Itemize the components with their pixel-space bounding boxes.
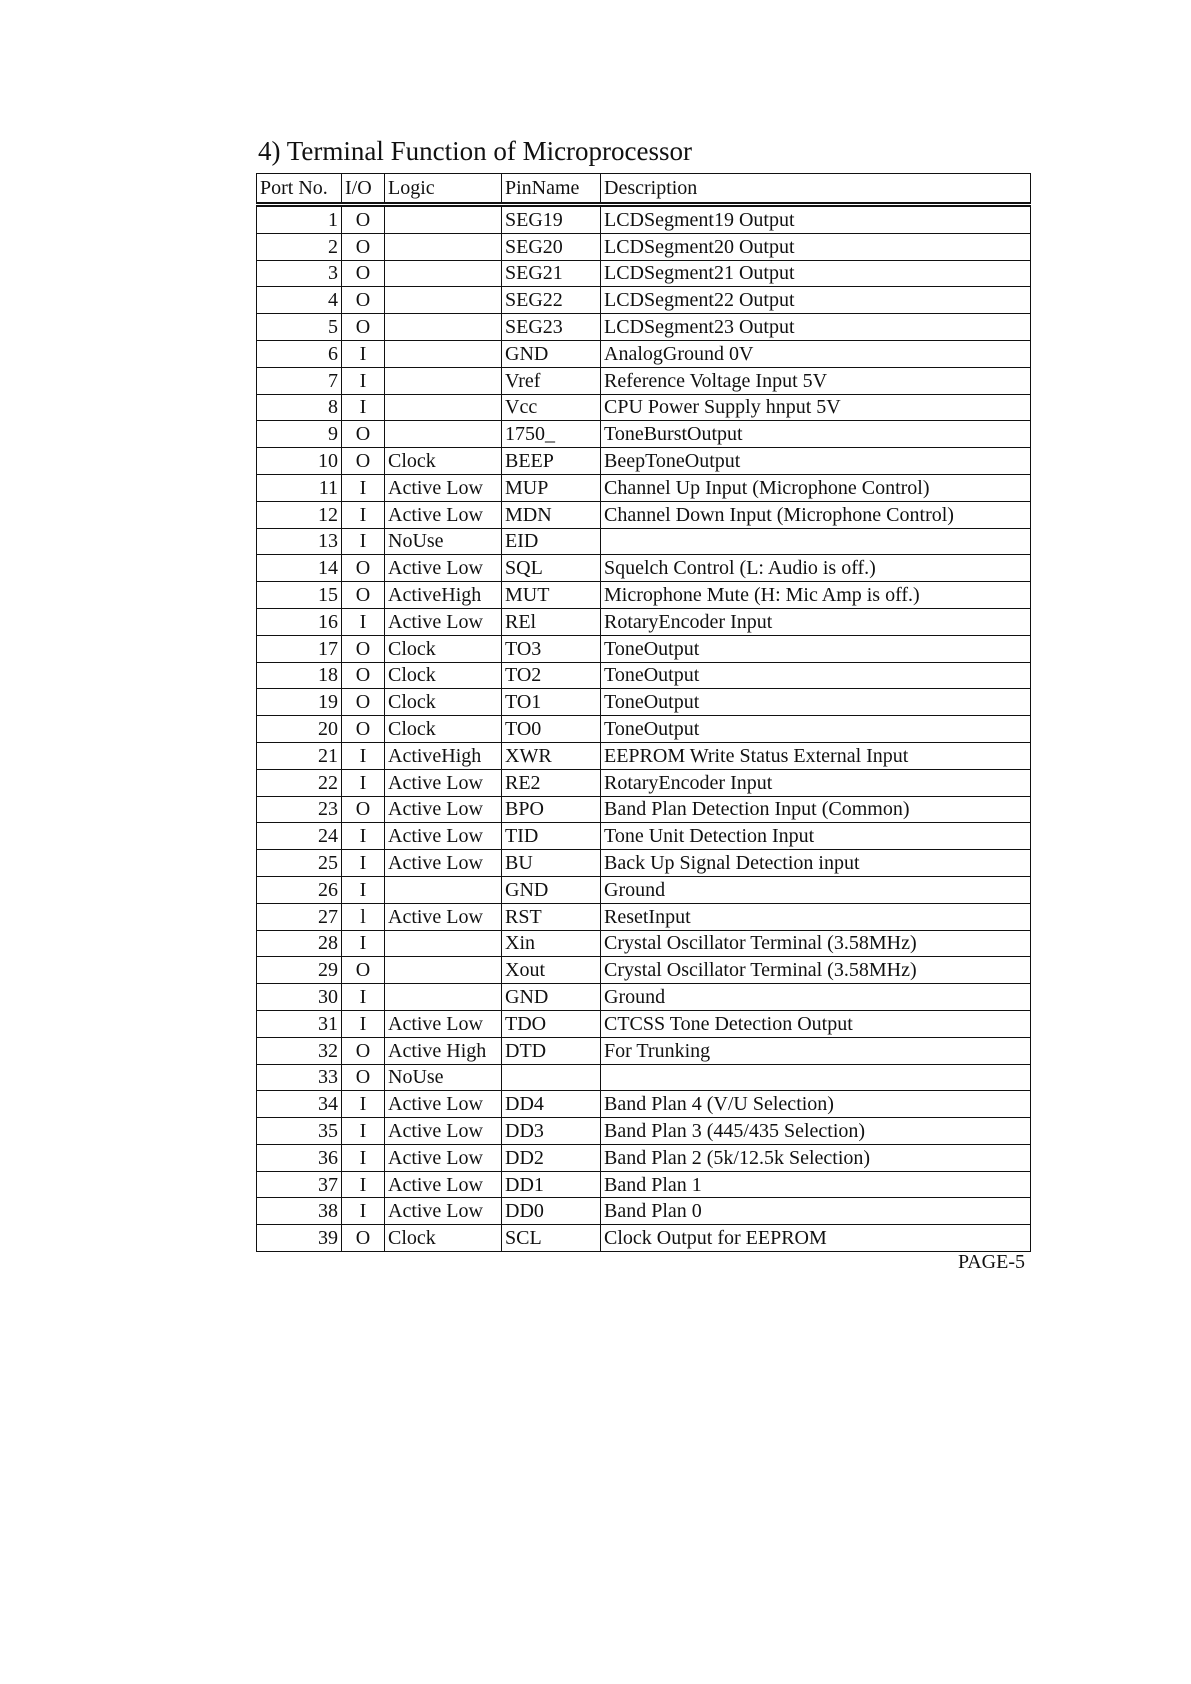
description-cell: Band Plan 4 (V/U Selection) bbox=[601, 1091, 1031, 1118]
port-no-cell: 14 bbox=[257, 555, 342, 582]
pin-name-cell: DD4 bbox=[502, 1091, 601, 1118]
table-row bbox=[257, 662, 1031, 689]
io-cell: I bbox=[342, 1171, 385, 1198]
table-row bbox=[257, 1225, 1031, 1252]
port-no-cell: 6 bbox=[257, 340, 342, 367]
description-cell: EEPROM Write Status External Input bbox=[601, 742, 1031, 769]
table-row bbox=[257, 555, 1031, 582]
io-cell: O bbox=[342, 1225, 385, 1252]
table-row bbox=[257, 501, 1031, 528]
port-no-cell: 3 bbox=[257, 260, 342, 287]
logic-cell: Active Low bbox=[385, 823, 502, 850]
description-cell: LCDSegment20 Output bbox=[601, 233, 1031, 260]
pin-name-cell: GND bbox=[502, 984, 601, 1011]
io-cell: O bbox=[342, 716, 385, 743]
table-row bbox=[257, 930, 1031, 957]
io-cell: O bbox=[342, 957, 385, 984]
io-cell: I bbox=[342, 1144, 385, 1171]
description-cell: LCDSegment19 Output bbox=[601, 205, 1031, 234]
logic-cell: Active Low bbox=[385, 796, 502, 823]
logic-cell: Active Low bbox=[385, 850, 502, 877]
description-cell: Band Plan 2 (5k/12.5k Selection) bbox=[601, 1144, 1031, 1171]
table-row bbox=[257, 957, 1031, 984]
table-row bbox=[257, 850, 1031, 877]
header-description: Description bbox=[601, 174, 1031, 205]
io-cell: O bbox=[342, 448, 385, 475]
io-cell: O bbox=[342, 205, 385, 234]
pin-name-cell: BPO bbox=[502, 796, 601, 823]
pin-name-cell: 1750_ bbox=[502, 421, 601, 448]
logic-cell: NoUse bbox=[385, 1064, 502, 1091]
description-cell: ToneOutput bbox=[601, 635, 1031, 662]
table-row bbox=[257, 260, 1031, 287]
port-no-cell: 4 bbox=[257, 287, 342, 314]
logic-cell: Active Low bbox=[385, 501, 502, 528]
table-row bbox=[257, 421, 1031, 448]
table-row bbox=[257, 287, 1031, 314]
pin-name-cell: BU bbox=[502, 850, 601, 877]
logic-cell bbox=[385, 314, 502, 341]
description-cell: Channel Down Input (Microphone Control) bbox=[601, 501, 1031, 528]
port-no-cell: 33 bbox=[257, 1064, 342, 1091]
logic-cell bbox=[385, 205, 502, 234]
port-no-cell: 20 bbox=[257, 716, 342, 743]
io-cell: I bbox=[342, 367, 385, 394]
description-cell: Tone Unit Detection Input bbox=[601, 823, 1031, 850]
logic-cell bbox=[385, 287, 502, 314]
pin-name-cell: DD3 bbox=[502, 1118, 601, 1145]
description-cell: LCDSegment21 Output bbox=[601, 260, 1031, 287]
logic-cell: Active Low bbox=[385, 1171, 502, 1198]
logic-cell bbox=[385, 421, 502, 448]
pin-name-cell: MUP bbox=[502, 474, 601, 501]
io-cell: I bbox=[342, 823, 385, 850]
io-cell: I bbox=[342, 501, 385, 528]
table-row bbox=[257, 716, 1031, 743]
pin-name-cell: Xin bbox=[502, 930, 601, 957]
port-no-cell: 25 bbox=[257, 850, 342, 877]
io-cell: I bbox=[342, 930, 385, 957]
logic-cell: Active Low bbox=[385, 608, 502, 635]
description-cell: CTCSS Tone Detection Output bbox=[601, 1010, 1031, 1037]
port-no-cell: 17 bbox=[257, 635, 342, 662]
table-row bbox=[257, 1118, 1031, 1145]
pin-name-cell: MUT bbox=[502, 582, 601, 609]
logic-cell: Active Low bbox=[385, 474, 502, 501]
description-cell: Crystal Oscillator Terminal (3.58MHz) bbox=[601, 930, 1031, 957]
table-row bbox=[257, 340, 1031, 367]
io-cell: l bbox=[342, 903, 385, 930]
pin-name-cell: SQL bbox=[502, 555, 601, 582]
pin-name-cell: GND bbox=[502, 876, 601, 903]
table-row bbox=[257, 823, 1031, 850]
logic-cell: Active Low bbox=[385, 1091, 502, 1118]
description-cell: Band Plan 1 bbox=[601, 1171, 1031, 1198]
logic-cell bbox=[385, 984, 502, 1011]
logic-cell: Active High bbox=[385, 1037, 502, 1064]
page-title: 4) Terminal Function of Microprocessor bbox=[258, 136, 693, 166]
description-cell: Crystal Oscillator Terminal (3.58MHz) bbox=[601, 957, 1031, 984]
header-io: I/O bbox=[342, 174, 385, 205]
pin-name-cell: REl bbox=[502, 608, 601, 635]
table-row bbox=[257, 394, 1031, 421]
io-cell: I bbox=[342, 742, 385, 769]
page-number: PAGE-5 bbox=[957, 1251, 1025, 1273]
pin-name-cell: TO3 bbox=[502, 635, 601, 662]
port-no-cell: 7 bbox=[257, 367, 342, 394]
pin-name-cell: SEG20 bbox=[502, 233, 601, 260]
logic-cell bbox=[385, 367, 502, 394]
description-cell: Clock Output for EEPROM bbox=[601, 1225, 1031, 1252]
pin-name-cell: DD1 bbox=[502, 1171, 601, 1198]
port-no-cell: 15 bbox=[257, 582, 342, 609]
header-row bbox=[257, 174, 1031, 205]
pin-name-cell: XWR bbox=[502, 742, 601, 769]
description-cell: Band Plan Detection Input (Common) bbox=[601, 796, 1031, 823]
pin-name-cell: Xout bbox=[502, 957, 601, 984]
table-header bbox=[257, 174, 1031, 205]
pin-name-cell: EID bbox=[502, 528, 601, 555]
io-cell: I bbox=[342, 608, 385, 635]
table-row bbox=[257, 448, 1031, 475]
table-row bbox=[257, 314, 1031, 341]
port-no-cell: 16 bbox=[257, 608, 342, 635]
pin-name-cell: RST bbox=[502, 903, 601, 930]
description-cell: Reference Voltage Input 5V bbox=[601, 367, 1031, 394]
pin-name-cell: SCL bbox=[502, 1225, 601, 1252]
io-cell: I bbox=[342, 1198, 385, 1225]
logic-cell bbox=[385, 260, 502, 287]
table-row bbox=[257, 1091, 1031, 1118]
logic-cell: ActiveHigh bbox=[385, 582, 502, 609]
description-cell: BeepToneOutput bbox=[601, 448, 1031, 475]
io-cell: O bbox=[342, 1064, 385, 1091]
pin-name-cell: TDO bbox=[502, 1010, 601, 1037]
description-cell: Ground bbox=[601, 984, 1031, 1011]
logic-cell: Active Low bbox=[385, 903, 502, 930]
port-no-cell: 2 bbox=[257, 233, 342, 260]
table-row bbox=[257, 233, 1031, 260]
pin-name-cell: Vcc bbox=[502, 394, 601, 421]
logic-cell: Clock bbox=[385, 662, 502, 689]
port-no-cell: 8 bbox=[257, 394, 342, 421]
io-cell: O bbox=[342, 233, 385, 260]
logic-cell bbox=[385, 957, 502, 984]
description-cell: Channel Up Input (Microphone Control) bbox=[601, 474, 1031, 501]
port-no-cell: 13 bbox=[257, 528, 342, 555]
port-no-cell: 38 bbox=[257, 1198, 342, 1225]
logic-cell: ActiveHigh bbox=[385, 742, 502, 769]
pin-name-cell: RE2 bbox=[502, 769, 601, 796]
pin-name-cell: TO0 bbox=[502, 716, 601, 743]
port-no-cell: 21 bbox=[257, 742, 342, 769]
logic-cell bbox=[385, 394, 502, 421]
table-row bbox=[257, 582, 1031, 609]
table-row bbox=[257, 984, 1031, 1011]
pin-name-cell: SEG19 bbox=[502, 205, 601, 234]
description-cell: For Trunking bbox=[601, 1037, 1031, 1064]
io-cell: I bbox=[342, 528, 385, 555]
pin-name-cell: SEG23 bbox=[502, 314, 601, 341]
logic-cell bbox=[385, 930, 502, 957]
port-no-cell: 10 bbox=[257, 448, 342, 475]
description-cell: LCDSegment22 Output bbox=[601, 287, 1031, 314]
port-no-cell: 31 bbox=[257, 1010, 342, 1037]
port-no-cell: 1 bbox=[257, 205, 342, 234]
io-cell: O bbox=[342, 287, 385, 314]
io-cell: I bbox=[342, 340, 385, 367]
description-cell: CPU Power Supply hnput 5V bbox=[601, 394, 1031, 421]
port-no-cell: 18 bbox=[257, 662, 342, 689]
terminal-function-table bbox=[256, 173, 1031, 1252]
description-cell: RotaryEncoder Input bbox=[601, 608, 1031, 635]
header-port-no: Port No. bbox=[257, 174, 342, 205]
description-cell: ToneBurstOutput bbox=[601, 421, 1031, 448]
logic-cell: Clock bbox=[385, 689, 502, 716]
io-cell: O bbox=[342, 582, 385, 609]
logic-cell bbox=[385, 876, 502, 903]
logic-cell: Active Low bbox=[385, 555, 502, 582]
port-no-cell: 29 bbox=[257, 957, 342, 984]
description-cell: Microphone Mute (H: Mic Amp is off.) bbox=[601, 582, 1031, 609]
io-cell: I bbox=[342, 769, 385, 796]
port-no-cell: 23 bbox=[257, 796, 342, 823]
description-cell: ResetInput bbox=[601, 903, 1031, 930]
io-cell: O bbox=[342, 796, 385, 823]
description-cell: Squelch Control (L: Audio is off.) bbox=[601, 555, 1031, 582]
header-logic: Logic bbox=[385, 174, 502, 205]
port-no-cell: 5 bbox=[257, 314, 342, 341]
port-no-cell: 28 bbox=[257, 930, 342, 957]
table-row bbox=[257, 903, 1031, 930]
port-no-cell: 22 bbox=[257, 769, 342, 796]
port-no-cell: 24 bbox=[257, 823, 342, 850]
port-no-cell: 9 bbox=[257, 421, 342, 448]
io-cell: O bbox=[342, 689, 385, 716]
port-no-cell: 35 bbox=[257, 1118, 342, 1145]
description-cell: AnalogGround 0V bbox=[601, 340, 1031, 367]
pin-name-cell bbox=[502, 1064, 601, 1091]
table-row bbox=[257, 528, 1031, 555]
port-no-cell: 11 bbox=[257, 474, 342, 501]
logic-cell: Clock bbox=[385, 1225, 502, 1252]
pin-name-cell: DD2 bbox=[502, 1144, 601, 1171]
pin-name-cell: DD0 bbox=[502, 1198, 601, 1225]
port-no-cell: 32 bbox=[257, 1037, 342, 1064]
io-cell: I bbox=[342, 1010, 385, 1037]
description-cell: Ground bbox=[601, 876, 1031, 903]
description-cell: LCDSegment23 Output bbox=[601, 314, 1031, 341]
description-cell: RotaryEncoder Input bbox=[601, 769, 1031, 796]
description-cell bbox=[601, 1064, 1031, 1091]
description-cell bbox=[601, 528, 1031, 555]
logic-cell: Active Low bbox=[385, 1144, 502, 1171]
port-no-cell: 26 bbox=[257, 876, 342, 903]
table-row bbox=[257, 796, 1031, 823]
table-row bbox=[257, 1198, 1031, 1225]
io-cell: I bbox=[342, 1118, 385, 1145]
pin-name-cell: Vref bbox=[502, 367, 601, 394]
io-cell: O bbox=[342, 260, 385, 287]
io-cell: I bbox=[342, 876, 385, 903]
table-row bbox=[257, 689, 1031, 716]
pin-name-cell: BEEP bbox=[502, 448, 601, 475]
table-row bbox=[257, 1010, 1031, 1037]
logic-cell: Active Low bbox=[385, 769, 502, 796]
port-no-cell: 37 bbox=[257, 1171, 342, 1198]
pin-name-cell: SEG21 bbox=[502, 260, 601, 287]
io-cell: O bbox=[342, 662, 385, 689]
description-cell: Band Plan 3 (445/435 Selection) bbox=[601, 1118, 1031, 1145]
port-no-cell: 34 bbox=[257, 1091, 342, 1118]
table-row bbox=[257, 876, 1031, 903]
port-no-cell: 12 bbox=[257, 501, 342, 528]
table-row bbox=[257, 1144, 1031, 1171]
table-body bbox=[257, 205, 1031, 1252]
io-cell: I bbox=[342, 1091, 385, 1118]
table-row bbox=[257, 1171, 1031, 1198]
table-row bbox=[257, 608, 1031, 635]
logic-cell: NoUse bbox=[385, 528, 502, 555]
port-no-cell: 36 bbox=[257, 1144, 342, 1171]
pin-name-cell: TO2 bbox=[502, 662, 601, 689]
pin-name-cell: TO1 bbox=[502, 689, 601, 716]
pin-name-cell: MDN bbox=[502, 501, 601, 528]
description-cell: Back Up Signal Detection input bbox=[601, 850, 1031, 877]
io-cell: I bbox=[342, 984, 385, 1011]
pin-name-cell: DTD bbox=[502, 1037, 601, 1064]
table-row bbox=[257, 635, 1031, 662]
pin-name-cell: TID bbox=[502, 823, 601, 850]
table-row bbox=[257, 769, 1031, 796]
logic-cell: Clock bbox=[385, 448, 502, 475]
table-row bbox=[257, 367, 1031, 394]
description-cell: ToneOutput bbox=[601, 689, 1031, 716]
table-row bbox=[257, 1037, 1031, 1064]
pin-name-cell: GND bbox=[502, 340, 601, 367]
io-cell: I bbox=[342, 394, 385, 421]
table-row bbox=[257, 474, 1031, 501]
table-row bbox=[257, 205, 1031, 234]
io-cell: I bbox=[342, 474, 385, 501]
logic-cell: Active Low bbox=[385, 1010, 502, 1037]
logic-cell: Active Low bbox=[385, 1198, 502, 1225]
io-cell: O bbox=[342, 421, 385, 448]
io-cell: O bbox=[342, 555, 385, 582]
logic-cell bbox=[385, 340, 502, 367]
io-cell: O bbox=[342, 1037, 385, 1064]
header-pin-name: PinName bbox=[502, 174, 601, 205]
logic-cell: Clock bbox=[385, 716, 502, 743]
io-cell: O bbox=[342, 635, 385, 662]
pin-name-cell: SEG22 bbox=[502, 287, 601, 314]
logic-cell: Clock bbox=[385, 635, 502, 662]
port-no-cell: 19 bbox=[257, 689, 342, 716]
io-cell: I bbox=[342, 850, 385, 877]
port-no-cell: 39 bbox=[257, 1225, 342, 1252]
logic-cell: Active Low bbox=[385, 1118, 502, 1145]
description-cell: ToneOutput bbox=[601, 716, 1031, 743]
io-cell: O bbox=[342, 314, 385, 341]
description-cell: ToneOutput bbox=[601, 662, 1031, 689]
table-row bbox=[257, 1064, 1031, 1091]
table-row bbox=[257, 742, 1031, 769]
port-no-cell: 30 bbox=[257, 984, 342, 1011]
port-no-cell: 27 bbox=[257, 903, 342, 930]
logic-cell bbox=[385, 233, 502, 260]
description-cell: Band Plan 0 bbox=[601, 1198, 1031, 1225]
